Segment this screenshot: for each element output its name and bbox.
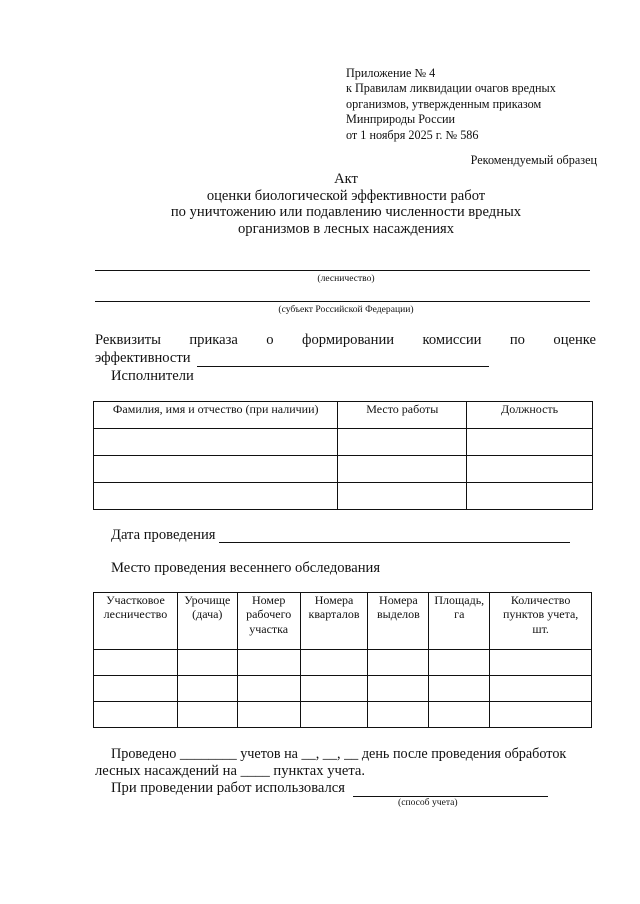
table-cell[interactable]: [467, 429, 593, 456]
table-cell[interactable]: [429, 650, 490, 676]
appendix-block: [346, 66, 556, 143]
method-caption: (способ учета): [398, 797, 458, 808]
requisites-efficiency-label: эффективности: [95, 350, 191, 366]
table-row: [94, 650, 592, 676]
table-row: [94, 429, 593, 456]
subject-caption: (субъект Российской Федерации): [278, 304, 414, 315]
table-row: [94, 483, 593, 510]
table-cell[interactable]: [237, 702, 300, 728]
table-cell[interactable]: [467, 456, 593, 483]
table-cell[interactable]: [94, 429, 338, 456]
forestry-fill-line[interactable]: [95, 270, 590, 271]
appendix-line: Минприроды России: [346, 112, 456, 127]
header-district-forestry: Участковое лесничество: [94, 593, 178, 650]
header-work-site-number: Номер рабочего участка: [237, 593, 300, 650]
document-title: [0, 171, 640, 237]
recommended-sample-label: Рекомендуемый образец: [470, 153, 597, 167]
table-cell[interactable]: [368, 702, 429, 728]
table-cell[interactable]: [177, 650, 237, 676]
requisites-word: комиссии: [422, 332, 482, 348]
requisites-word: по: [509, 332, 525, 348]
table-row: [94, 676, 592, 702]
table-cell[interactable]: [429, 702, 490, 728]
table-cell[interactable]: [94, 456, 338, 483]
table-cell[interactable]: [490, 650, 592, 676]
requisites-word: о: [266, 332, 274, 348]
conducted-line-2: лесных насаждений на ____ пунктах учета.: [95, 763, 366, 779]
table-cell[interactable]: [177, 702, 237, 728]
table-cell[interactable]: [94, 676, 178, 702]
table-cell[interactable]: [300, 650, 368, 676]
appendix-line: организмов, утвержденным приказом: [346, 96, 542, 111]
table-row: [94, 702, 592, 728]
appendix-line: Приложение № 4: [346, 66, 436, 80]
table-cell[interactable]: [94, 702, 178, 728]
executors-table: [93, 401, 593, 510]
header-position: Должность: [467, 402, 593, 429]
requisites-word: Реквизиты: [95, 332, 161, 348]
table-cell[interactable]: [467, 483, 593, 510]
title-line: Акт: [334, 171, 358, 187]
table-cell[interactable]: [237, 676, 300, 702]
table-row: [94, 456, 593, 483]
title-line: организмов в лесных насаждениях: [237, 220, 455, 237]
table-cell[interactable]: [177, 676, 237, 702]
table-header-row: [94, 402, 593, 429]
table-cell[interactable]: [338, 456, 467, 483]
table-cell[interactable]: [429, 676, 490, 702]
requisites-word: формировании: [301, 332, 395, 348]
header-allotment-numbers: Номера выделов: [368, 593, 429, 650]
table-cell[interactable]: [300, 702, 368, 728]
executors-label: Исполнители: [111, 368, 194, 384]
table-cell[interactable]: [237, 650, 300, 676]
table-cell[interactable]: [368, 650, 429, 676]
table-cell[interactable]: [368, 676, 429, 702]
header-workplace: Место работы: [338, 402, 467, 429]
header-area: Площадь, га: [429, 593, 490, 650]
table-cell[interactable]: [94, 650, 178, 676]
header-quarter-numbers: Номера кварталов: [300, 593, 368, 650]
date-label: Дата проведения: [111, 527, 216, 543]
header-full-name: Фамилия, имя и отчество (при наличии): [94, 402, 338, 429]
table-cell[interactable]: [300, 676, 368, 702]
conducted-line-1: Проведено ________ учетов на __, __, __ день после проведения обработок: [111, 746, 567, 762]
header-count-points: Количество пунктов учета, шт.: [490, 593, 592, 650]
requisites-fill-line[interactable]: [197, 366, 489, 367]
table-cell[interactable]: [338, 483, 467, 510]
spring-survey-label: Место проведения весеннего обследования: [111, 560, 381, 576]
forestry-caption: (лесничество): [317, 273, 375, 284]
requisites-word: приказа: [189, 332, 238, 348]
table-cell[interactable]: [490, 702, 592, 728]
appendix-line: от 1 ноября 2025 г. № 586: [346, 127, 479, 142]
requisites-line: [95, 332, 596, 349]
table-cell[interactable]: [490, 676, 592, 702]
conducted-line-3: При проведении работ использовался: [111, 780, 345, 796]
header-tract: Урочище (дача): [177, 593, 237, 650]
table-cell[interactable]: [94, 483, 338, 510]
subject-fill-line[interactable]: [95, 301, 590, 302]
title-line: по уничтожению или подавлению численности вредных: [170, 204, 522, 221]
title-line: оценки биологической эффективности работ: [206, 187, 486, 204]
requisites-word: оценке: [553, 332, 596, 348]
date-fill-line[interactable]: [219, 542, 570, 543]
appendix-line: к Правилам ликвидации очагов вредных: [346, 81, 556, 96]
table-cell[interactable]: [338, 429, 467, 456]
table-header-row: [94, 593, 592, 650]
spring-survey-table: [93, 592, 592, 728]
